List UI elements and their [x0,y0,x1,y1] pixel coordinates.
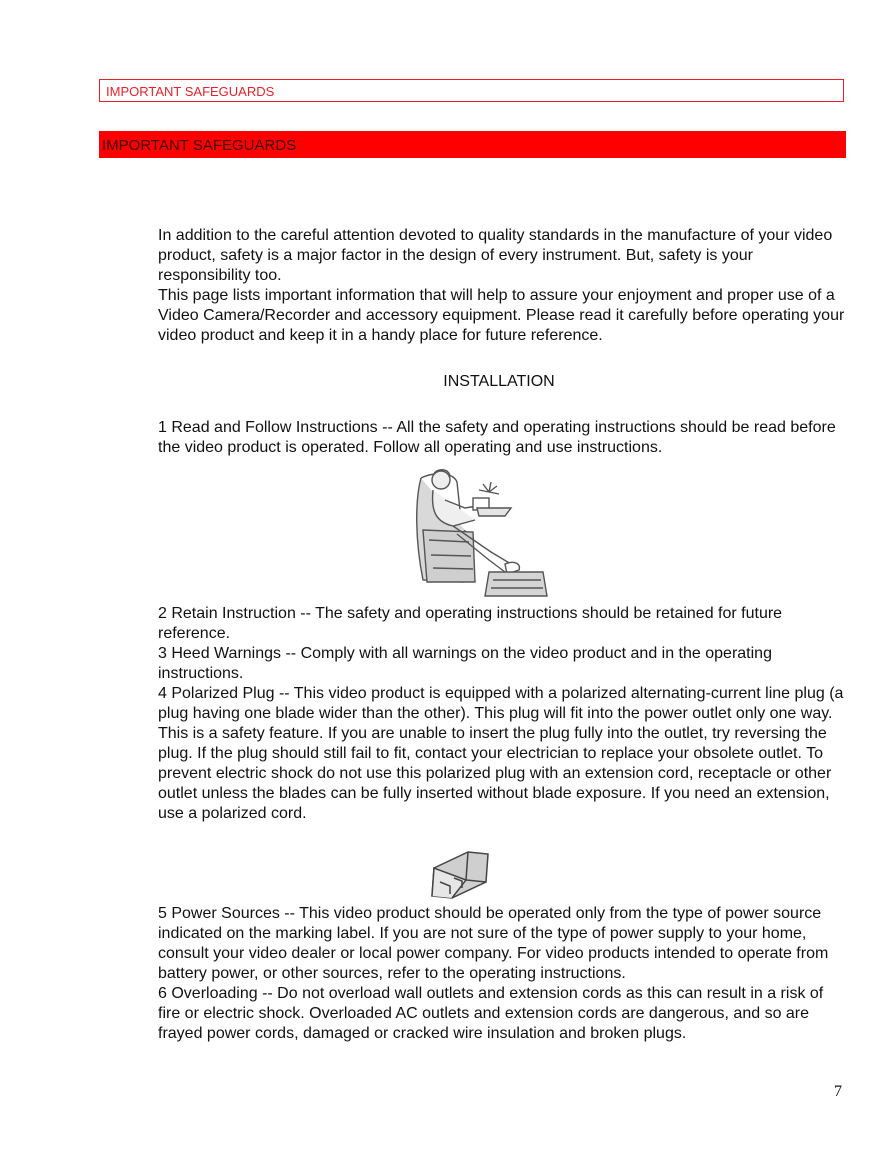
running-header [99,79,844,102]
installation-heading: INSTALLATION [443,373,555,390]
safeguard-items-5-6 [158,904,848,1044]
man-reading-illustration [393,460,558,600]
running-header-title: IMPORTANT SAFEGUARDS [106,84,275,99]
safeguard-item-1 [158,418,848,458]
page-number: 7 [834,1083,842,1100]
safeguard-item-text: 6 Overloading -- Do not overload wall outlets and extension cords as this can result in a risk of fire or electric shock. Overloaded AC outlets and extension cords are dangerous, and so are frayed power cords, damaged or cracked wire insulation and broken plugs. [158,985,824,1042]
polarized-plug-illustration [428,848,492,900]
safeguard-item-text: 4 Polarized Plug -- This video product is equipped with a polarized alternating-current line plug (a plug having one blade wider than the other). This plug will fit into the power outlet only one way. This is a safety feature. If you are unable to insert the plug fully into the outlet, try reversing the plug. If the plug should still fail to fit, contact your electrician to replace your obsolete outlet. To prevent electric shock do not use this polarized plug with an extension cord, receptacle or other outlet unless the blades can be fully inserted without blade exposure. If you need an extension, use a polarized cord. [158,685,844,822]
intro-paragraph: In addition to the careful attention devoted to quality standards in the manufacture of your video product, safety is a major factor in the design of every instrument. But, safety is your responsibility too. [158,227,833,284]
safeguard-item-text: 2 Retain Instruction -- The safety and operating instructions should be retained for future reference. [158,605,783,642]
safeguard-item-text: 1 Read and Follow Instructions -- All the safety and operating instructions should be read before the video product is operated. Follow all operating and use instructions. [158,419,836,456]
safeguard-item-text: 5 Power Sources -- This video product should be operated only from the type of power source indicated on the marking label. If you are not sure of the type of power supply to your home, consult your video dealer or local power company. For video products intended to operate from battery power, or other sources, refer to the operating instructions. [158,905,829,982]
page-title: IMPORTANT SAFEGUARDS [102,137,297,154]
safeguard-items-2-4 [158,604,848,824]
section-title-bar [99,131,846,158]
intro-text [158,226,848,346]
safeguard-item-text: 3 Heed Warnings -- Comply with all warnings on the video product and in the operating instructions. [158,645,772,682]
intro-paragraph: This page lists important information that will help to assure your enjoyment and proper use of a Video Camera/Recorder and accessory equipment. Please read it carefully before operating your video product and keep it in a handy place for future reference. [158,287,845,344]
